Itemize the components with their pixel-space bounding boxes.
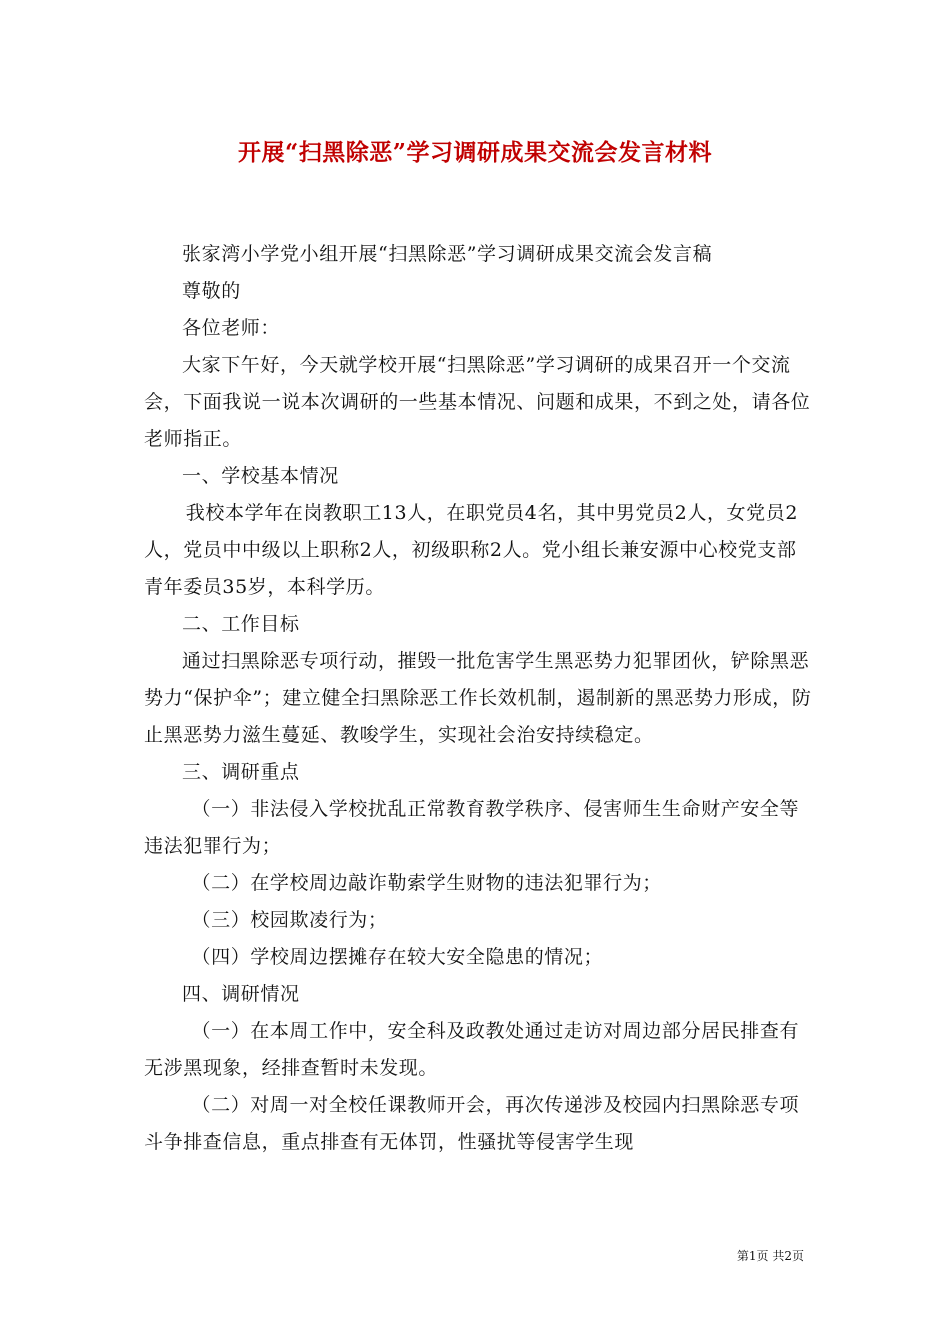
- list-item-2: （二）在学校周边敲诈勒索学生财物的违法犯罪行为；: [191, 872, 662, 894]
- heading-1: 一、学校基本情况: [182, 465, 339, 487]
- page-title: 开展“扫黑除恶”学习调研成果交流会发言材料: [238, 139, 712, 166]
- list-item-4: （四）学校周边摆摊存在较大安全隐患的情况；: [191, 946, 604, 968]
- paragraph-1: 张家湾小学党小组开展“扫黑除恶”学习调研成果交流会发言稿: [182, 243, 713, 265]
- list-item-3: （三）校园欺凌行为；: [191, 909, 388, 931]
- paragraph-7: （一）在本周工作中，安全科及政教处通过走访对周边部分居民排查有无涉黑现象，经排查暂时未发现。: [144, 1020, 800, 1079]
- list-item-1: （一）非法侵入学校扰乱正常教育教学秩序、侵害师生生命财产安全等违法犯罪行为；: [144, 798, 800, 857]
- paragraph-5: 我校本学年在岗教职工13人，在职党员4名，其中男党员2人，女党员2人，党员中中级以上职称2人，初级职称2人。党小组长兼安源中心校党支部青年委员35岁，本科学历。: [144, 502, 799, 598]
- heading-3: 三、调研重点: [182, 761, 300, 783]
- heading-4: 四、调研情况: [182, 983, 300, 1005]
- paragraph-4: 大家下午好，今天就学校开展“扫黑除恶”学习调研的成果召开一个交流会，下面我说一说本次调研的一些基本情况、问题和成果，不到之处，请各位老师指正。: [144, 354, 811, 450]
- page-number: 第1页 共2页: [736, 1249, 804, 1263]
- paragraph-8: （二）对周一对全校任课教师开会，再次传递涉及校园内扫黑除恶专项斗争排查信息，重点排查有无体罚，性骚扰等侵害学生现: [144, 1094, 800, 1153]
- document-body: [144, 236, 816, 1161]
- heading-2: 二、工作目标: [182, 613, 300, 635]
- paragraph-3: 各位老师：: [182, 317, 281, 339]
- paragraph-6: 通过扫黑除恶专项行动，摧毁一批危害学生黑恶势力犯罪团伙，铲除黑恶势力“保护伞”；建立健全扫黑除恶工作长效机制，遏制新的黑恶势力形成，防止黑恶势力滋生蔓延、教唆学生，实现社会治安持续稳定。: [144, 650, 812, 746]
- paragraph-2: 尊敬的: [182, 280, 241, 302]
